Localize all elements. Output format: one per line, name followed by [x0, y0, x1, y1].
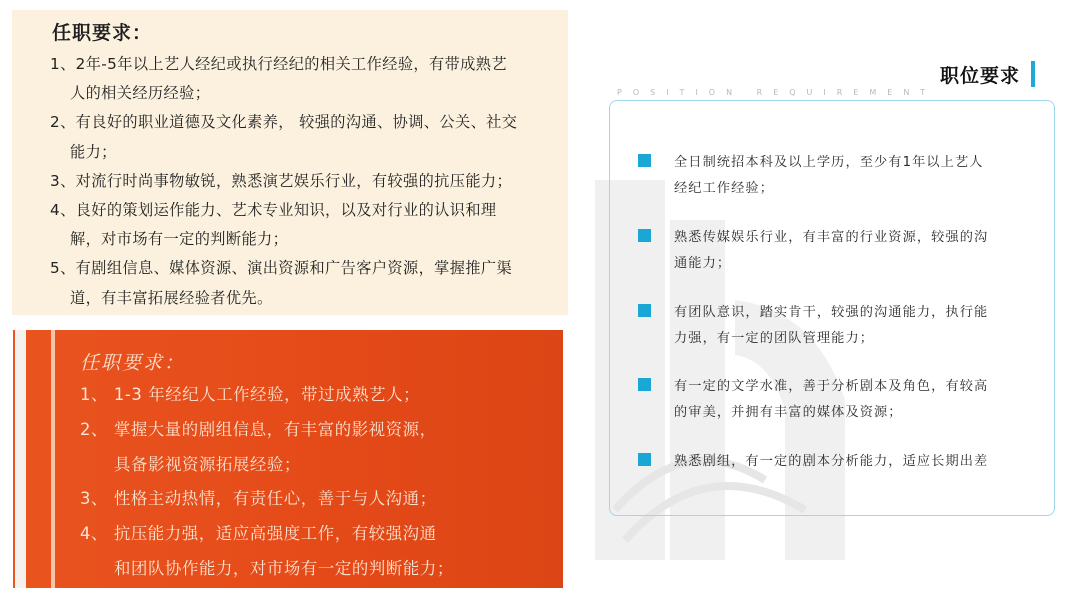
list-item-line: 经纪工作经验；	[674, 181, 775, 196]
list-item-line: 3、对流行时尚事物敏锐，熟悉演艺娱乐行业，有较强的抗压能力；	[50, 171, 513, 190]
list-item-line: 熟悉剧组，有一定的剧本分析能力，适应长期出差	[674, 454, 989, 469]
decorative-stripe	[15, 330, 26, 588]
list-item-line: 力强，有一定的团队管理能力；	[674, 331, 875, 346]
accent-bar	[1031, 61, 1035, 87]
square-bullet-icon	[638, 154, 651, 167]
list-item-line: 4、良好的策划运作能力、艺术专业知识，以及对行业的认识和理	[50, 201, 497, 220]
list-item-line: 人的相关经历经验；	[70, 84, 211, 103]
list-item-line: 2、 掌握大量的剧组信息，有丰富的影视资源，	[80, 419, 437, 439]
square-bullet-icon	[638, 378, 651, 391]
square-bullet-icon	[638, 304, 651, 317]
position-requirement-panel	[585, 45, 1075, 560]
list-item-line: 和团队协作能力，对市场有一定的判断能力；	[114, 558, 454, 578]
decorative-stripe	[51, 330, 55, 588]
list-item-line: 4、 抗压能力强，适应高强度工作，有较强沟通	[80, 524, 437, 544]
requirements-list	[50, 50, 562, 313]
list-item-line: 5、有剧组信息、媒体资源、演出资源和广告客户资源，掌握推广渠	[50, 259, 513, 278]
requirements-panel-cream	[12, 10, 568, 315]
list-item-line: 熟悉传媒娱乐行业，有丰富的行业资源，较强的沟	[674, 230, 989, 245]
requirements-list	[80, 378, 560, 587]
list-item-line: 的审美，并拥有丰富的媒体及资源；	[674, 405, 903, 420]
square-bullet-icon	[638, 453, 651, 466]
list-item-line: 3、 性格主动热情，有责任心，善于与人沟通；	[80, 489, 437, 509]
list-item-line: 1、2年-5年以上艺人经纪或执行经纪的相关工作经验，有带成熟艺	[50, 55, 507, 73]
list-item-line: 2、有良好的职业道德及文化素养， 较强的沟通、协调、公关、社交	[50, 113, 518, 132]
list-item-line: 1、 1-3 年经纪人工作经验，带过成熟艺人；	[80, 385, 421, 404]
panel-title: 任职要求：	[52, 22, 153, 44]
square-bullet-icon	[638, 229, 651, 242]
requirements-panel-orange	[13, 330, 563, 588]
subtitle: POSITION REQUIREMENT	[617, 88, 937, 97]
list-item-line: 解，对市场有一定的判断能力；	[70, 230, 289, 249]
list-item-line: 有团队意识，踏实肯干，较强的沟通能力，执行能	[674, 305, 989, 320]
list-item-line: 能力；	[70, 142, 117, 161]
list-item-line: 全日制统招本科及以上学历，至少有1年以上艺人	[674, 155, 984, 170]
list-item-line: 道，有丰富拓展经验者优先。	[70, 288, 273, 307]
page-title: 职位要求	[939, 65, 1020, 87]
list-item-line: 有一定的文学水准，善于分析剧本及角色，有较高	[674, 379, 989, 394]
list-item-line: 具备影视资源拓展经验；	[114, 454, 301, 474]
list-item-line: 通能力；	[674, 256, 732, 271]
requirements-card	[609, 100, 1055, 516]
panel-title: 任职要求：	[80, 352, 186, 374]
